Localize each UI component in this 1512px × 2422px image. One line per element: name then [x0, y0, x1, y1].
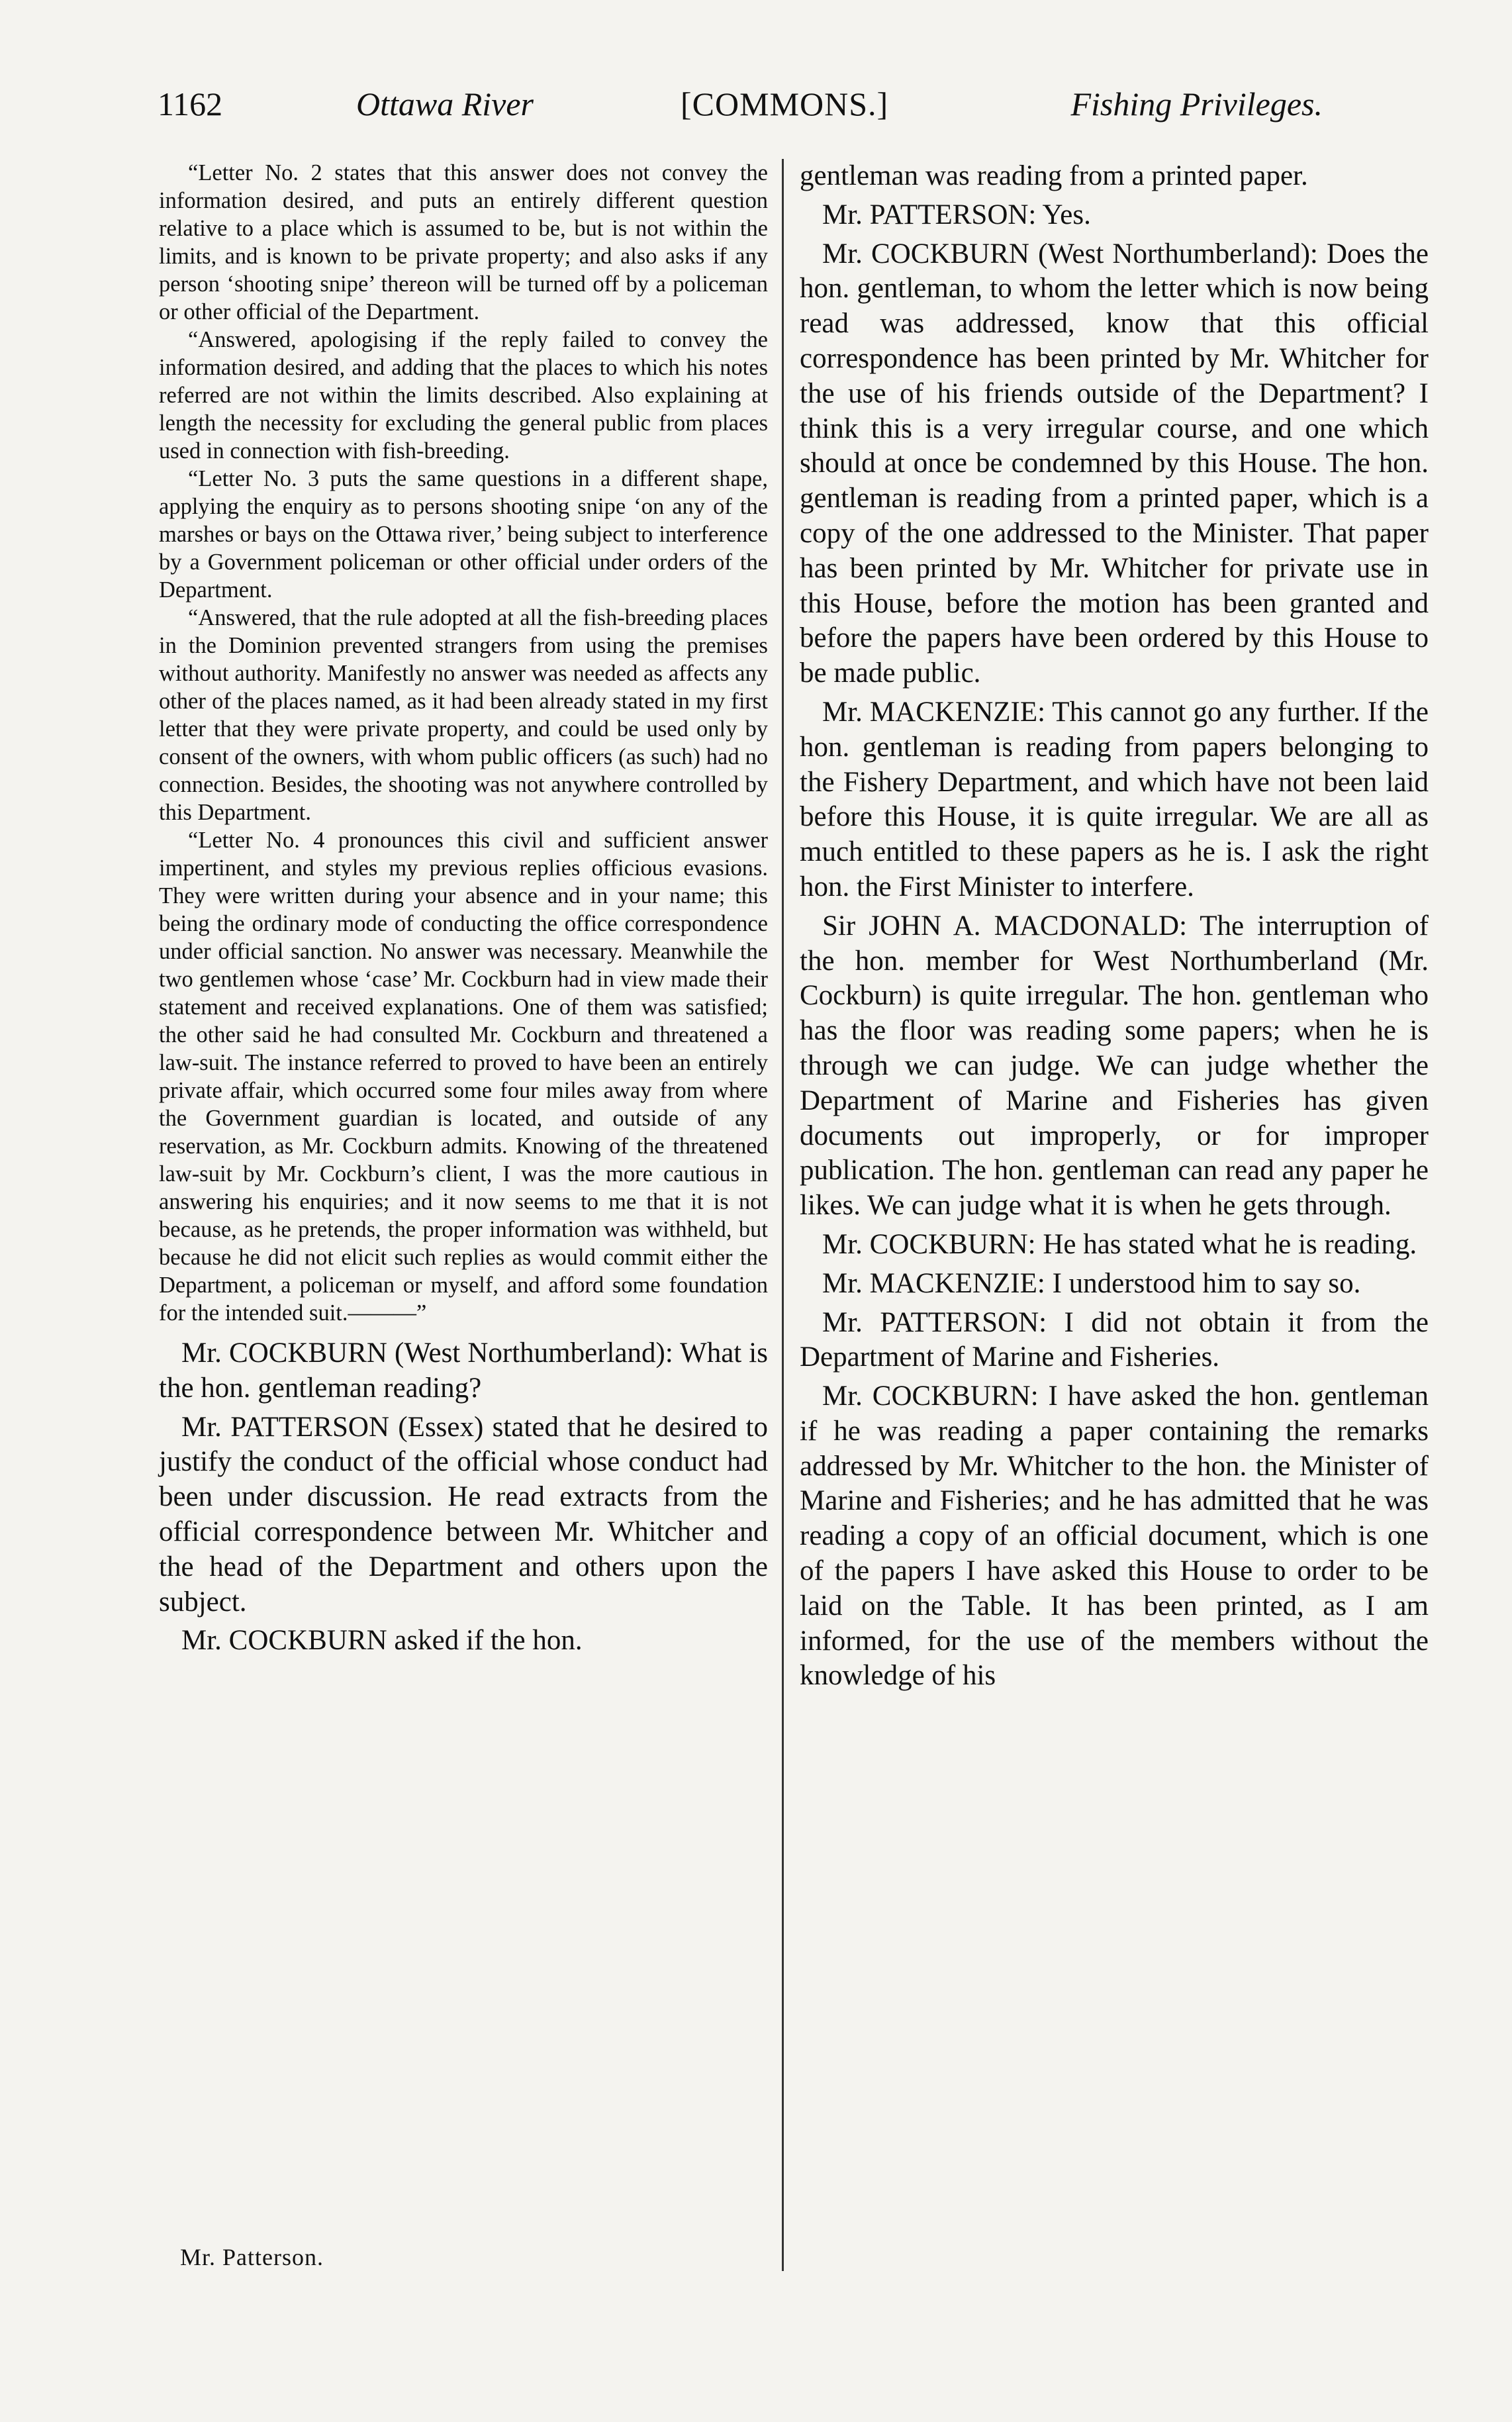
speech-paragraph: Mr. PATTERSON: I did not obtain it from the Department of Marine and Fisheries.: [800, 1306, 1429, 1373]
speech-paragraph: Mr. MACKENZIE: This cannot go any further. If the hon. gentleman is reading from papers belonging to the Fishery Department, and which have not been laid before this House, it is quite irregular. We are all as much entitled to these papers as he is. I ask the right hon. the First Minister to interfere.: [800, 696, 1429, 902]
speech-paragraph: Mr. PATTERSON: Yes.: [822, 199, 1091, 230]
header-left-title: Ottawa River: [356, 85, 534, 122]
speech-paragraph: Mr. COCKBURN: I have asked the hon. gentleman if he was reading a paper containing the remarks addressed by Mr. Whitcher to the hon. the Minister of Marine and Fisheries; and he has admitted that he was reading a copy of an official document, which is one of the papers I have asked this House to order to be laid on the Table. It has been printed, as I am informed, for the use of the members without the knowledge of his: [800, 1381, 1429, 1692]
left-column: [159, 159, 768, 1663]
speech-paragraph: Mr. COCKBURN: He has stated what he is reading.: [822, 1228, 1417, 1260]
debate-text-right: [800, 159, 1429, 1694]
page-header: [158, 85, 1323, 138]
debate-text-left: [159, 1336, 768, 1659]
quoted-paragraph: “Letter No. 2 states that this answer does not convey the information desired, and puts an entirely different question relative to a place which is assumed to be, but is not within the limits, and is known to be private property; and also asks if any person ‘shooting snipe’ thereon will be turned off by a policeman or other official of the Department.: [159, 160, 768, 324]
column-divider: [782, 159, 784, 2271]
quoted-paragraph: “Letter No. 4 pronounces this civil and sufficient answer impertinent, and styles my previous replies officious evasions. They were written during your absence and in your name; this being the ordinary mode of conducting the office correspondence under official sanction. No answer was necessary. Meanwhile the two gentlemen whose ‘case’ Mr. Cockburn had in view made their statement and received explanations. One of them was satisfied; the other said he had consulted Mr. Cockburn and threatened a law-suit. The instance referred to proved to have been an entirely private affair, which occurred some four miles away from where the Government guardian is located, and outside of any reservation, as Mr. Cockburn admits. Knowing of the threatened law-suit by Mr. Cockburn’s client, I was the more cautious in answering his enquiries; and it now seems to me that it is not because, as he pretends, the proper information was withheld, but because he did not elicit such replies as would commit either the Department, a policeman or myself, and afford some foundation for the intended suit.———”: [159, 828, 768, 1326]
speech-paragraph: Sir JOHN A. MACDONALD: The interruption of the hon. member for West Northumberland (Mr. Cockburn) is quite irregular. The hon. gentleman who has the floor was reading some papers; when he is through we can judge. We can judge whether the Department of Marine and Fisheries has given documents out improperly, or for improper publication. The hon. gentleman can read any paper he likes. We can judge what it is when he gets through.: [800, 910, 1429, 1222]
quoted-paragraph: “Answered, that the rule adopted at all the fish-breeding places in the Dominion prevented strangers from using the premises without authority. Manifestly no answer was needed as affects any other of the places named, as it had been already stated in my first letter that they were private property, and could be used only by consent of the owners, with whom public officers (as such) had no connection. Besides, the shooting was not anywhere controlled by this Department.: [159, 605, 768, 825]
page-number: 1162: [158, 85, 223, 122]
header-right-title: Fishing Privileges.: [1070, 85, 1323, 122]
speech-paragraph: gentleman was reading from a printed paper.: [800, 160, 1308, 191]
speech-paragraph: Mr. COCKBURN (West Northumberland): What is the hon. gentleman reading?: [159, 1337, 768, 1404]
speech-paragraph: Mr. MACKENZIE: I understood him to say so.: [822, 1267, 1361, 1299]
quoted-paragraph: “Answered, apologising if the reply failed to convey the information desired, and adding that the places to which his notes referred are not within the limits described. Also explaining at length the necessity for excluding the general public from places used in connection with fish-breeding.: [159, 327, 768, 463]
speech-paragraph: Mr. PATTERSON (Essex) stated that he desired to justify the conduct of the official whose conduct had been under discussion. He read extracts from the official correspondence between Mr. Whitcher and the head of the Department and others upon the subject.: [159, 1411, 768, 1618]
quoted-paragraph: “Letter No. 3 puts the same questions in a different shape, applying the enquiry as to persons shooting snipe ‘on any of the marshes or bays on the Ottawa river,’ being subject to interference by a Government policeman or other official under orders of the Department.: [159, 466, 768, 603]
speech-paragraph: Mr. COCKBURN asked if the hon.: [181, 1625, 583, 1657]
catchword: Mr. Patterson.: [180, 2244, 324, 2270]
quoted-correspondence: [159, 159, 768, 1327]
right-column: [800, 159, 1429, 1698]
speech-paragraph: Mr. COCKBURN (West Northumberland): Does the hon. gentleman, to whom the letter which is now being read was addressed, know that this official correspondence has been printed by Mr. Whitcher for the use of his friends outside of the Department? I think this is a very irregular course, and one which should at once be condemned by this House. The hon. gentleman is reading from a printed paper, which is a copy of the one addressed to the Minister. That paper has been printed by Mr. Whitcher for private use in this House, before the motion has been granted and before the papers have been ordered by this House to be made public.: [800, 238, 1429, 689]
header-center-title: [COMMONS.]: [681, 85, 889, 122]
